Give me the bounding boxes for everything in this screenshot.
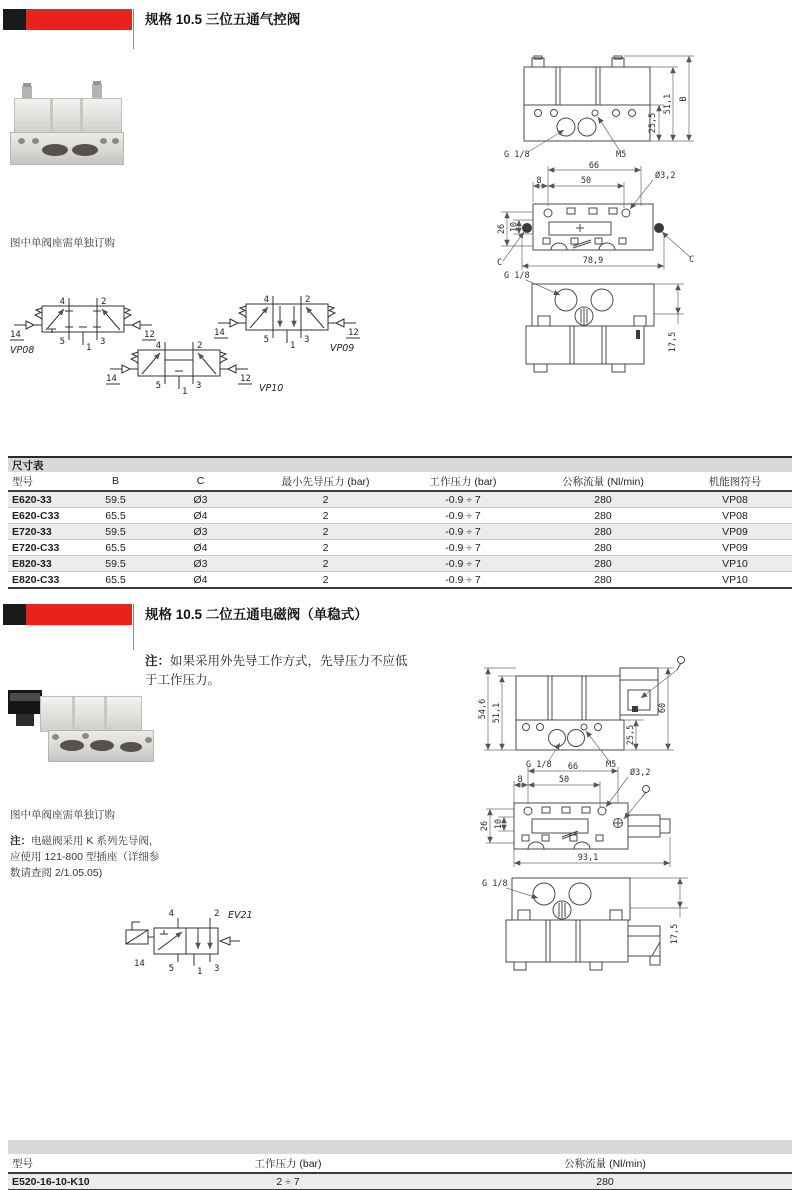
photo-note-2: 图中单阀座需单独订购 (10, 809, 115, 821)
cell: 2 (253, 508, 398, 524)
dimensions-top-s1 (497, 161, 694, 270)
cell: 280 (418, 1173, 792, 1190)
cell: Ø3 (148, 556, 253, 572)
dim-51-1: 51,1 (492, 702, 502, 724)
cell: 65.5 (83, 572, 148, 589)
valve-front-outline (524, 56, 650, 141)
col-header-pressure: 工作压力 (bar) (398, 472, 528, 491)
dim-17-5: 17,5 (668, 331, 678, 353)
table-caption: 尺寸表 (8, 456, 792, 472)
section2-red-banner (3, 604, 132, 625)
header-row (8, 1154, 792, 1173)
banner-red-block (26, 9, 132, 30)
port-5: 5 (59, 337, 65, 347)
note-body: 如果采用外先导工作方式，先导压力不应低于工作压力。 (145, 654, 408, 688)
photo-screw (32, 138, 39, 144)
col-header-flow: 公称流量 (Nl/min) (528, 472, 678, 491)
spec-table-2 (8, 1154, 792, 1190)
port-14: 14 (214, 328, 225, 338)
manual-override-icon (624, 786, 650, 820)
cell-model: E720-C33 (8, 540, 83, 556)
section1-red-banner (3, 9, 132, 30)
drawing-front-view-s2 (478, 650, 708, 772)
cell-model: E620-33 (8, 491, 83, 508)
drawing-top-view-s2 (478, 763, 708, 875)
label-g18: G 1/8 (504, 150, 530, 160)
cell: VP08 (678, 491, 792, 508)
schematic-label-vp09: VP09 (330, 343, 355, 354)
port-4: 4 (168, 909, 174, 919)
photo-fitting-cap (93, 81, 101, 85)
banner-divider-rule (133, 9, 134, 49)
col-header-model: 型号 (8, 1154, 158, 1173)
dimensions-bottom-s1 (504, 271, 684, 352)
dim-93-1: 93,1 (577, 853, 599, 863)
cell: 280 (528, 556, 678, 572)
photo-screw (145, 737, 152, 743)
note-body: 电磁阀采用 K 系列先导阀，应使用 121-800 型插座（详细参数请查阅 2/1.05.05) (10, 835, 160, 879)
spec-table-1 (8, 472, 792, 589)
label-g18: G 1/8 (482, 879, 508, 889)
cell: 280 (528, 508, 678, 524)
photo-seam (104, 697, 107, 729)
cell: 65.5 (83, 540, 148, 556)
port-14: 14 (134, 959, 145, 969)
schematic-ev21 (110, 906, 300, 976)
dim-dia32: Ø3,2 (630, 768, 651, 778)
dim-10: 10 (509, 221, 520, 233)
cell: 65.5 (83, 508, 148, 524)
cell: VP10 (678, 556, 792, 572)
cell: 280 (528, 572, 678, 589)
solenoid-table-block (8, 1140, 792, 1190)
photo-port (60, 740, 84, 751)
header-row (8, 472, 792, 491)
port-5: 5 (168, 964, 174, 974)
dim-17-5: 17,5 (670, 923, 680, 945)
cell: 2 ÷ 7 (158, 1173, 418, 1190)
banner-black-block (3, 604, 26, 625)
port-4: 4 (155, 341, 161, 351)
photo-port (72, 144, 98, 156)
banner-divider-rule (133, 604, 134, 650)
cell-model: E520-16-10-K10 (8, 1173, 158, 1190)
photo-screw (52, 734, 59, 740)
valve-top-outline (522, 204, 664, 250)
cell: 59.5 (83, 524, 148, 540)
table-row (8, 556, 792, 572)
dimensions-front-s1 (504, 56, 694, 160)
port-5: 5 (155, 381, 161, 391)
label-g18: G 1/8 (504, 271, 530, 281)
cell: 2 (253, 491, 398, 508)
product-photo-valve (8, 82, 128, 170)
port-2: 2 (214, 909, 220, 919)
col-header-b: B (83, 472, 148, 491)
cell: Ø4 (148, 540, 253, 556)
table2-header-bar (8, 1140, 792, 1154)
port-14: 14 (106, 374, 117, 384)
dim-51-1: 51,1 (663, 93, 673, 115)
table-row (8, 508, 792, 524)
photo-screw (18, 138, 25, 144)
cell: 59.5 (83, 491, 148, 508)
cell: -0.9 ÷ 7 (398, 491, 528, 508)
valve-front-outline-s2 (516, 668, 658, 750)
schematic-label-vp10: VP10 (259, 383, 284, 394)
drawing-bottom-view-s2 (478, 868, 708, 988)
port-1: 1 (197, 967, 203, 977)
cell: 2 (253, 572, 398, 589)
drawing-front-view-s1 (498, 56, 700, 162)
cell: VP10 (678, 572, 792, 589)
valve-bottom-outline-s2 (506, 878, 660, 970)
cell: VP09 (678, 540, 792, 556)
cell: -0.9 ÷ 7 (398, 540, 528, 556)
cell: 59.5 (83, 556, 148, 572)
label-c-left: C (497, 258, 503, 268)
port-2: 2 (197, 341, 203, 351)
port-3: 3 (196, 381, 202, 391)
manual-override-icon (641, 657, 685, 699)
photo-valve-body (40, 696, 142, 732)
section1-title: 规格 10.5 三位五通气控阀 (145, 12, 301, 27)
banner-red-block (26, 604, 132, 625)
note-prefix: 注： (10, 835, 31, 847)
photo-note-1: 图中单阀座需单独订购 (10, 237, 115, 249)
photo-fitting-cap (23, 83, 31, 87)
photo-seam (50, 99, 53, 131)
photo-screw (112, 138, 119, 144)
dim-54-6: 54,6 (478, 698, 488, 720)
photo-valve-body (14, 98, 122, 134)
port-3: 3 (100, 337, 106, 347)
cell: 280 (528, 540, 678, 556)
dim-66: 66 (567, 762, 579, 772)
dim-50: 50 (580, 176, 592, 186)
cell-model: E820-33 (8, 556, 83, 572)
dim-26: 26 (497, 223, 507, 235)
dim-dia32: Ø3,2 (655, 171, 676, 181)
port-12: 12 (348, 328, 359, 338)
label-m5: M5 (616, 150, 627, 160)
photo-seam (72, 697, 75, 729)
photo-coil-base (16, 714, 34, 726)
cell: Ø4 (148, 508, 253, 524)
dim-60: 60 (658, 702, 668, 714)
port-1: 1 (290, 341, 296, 351)
banner-black-block (3, 9, 26, 30)
col-header-min-pilot: 最小先导压力 (bar) (253, 472, 398, 491)
dim-10: 10 (494, 818, 504, 830)
cell-model: E720-33 (8, 524, 83, 540)
valve-bottom-outline (526, 284, 654, 372)
note-prefix: 注： (145, 654, 171, 668)
vp10-body (106, 342, 252, 389)
cell: 2 (253, 540, 398, 556)
dim-78-9: 78,9 (582, 256, 604, 266)
dimensions-front-s2 (478, 668, 674, 770)
solenoid-socket-note (10, 834, 162, 881)
photo-port (42, 144, 68, 156)
dim-B: B (679, 96, 689, 102)
photo-coil-label (10, 693, 40, 701)
schematic-label-vp08: VP08 (10, 345, 35, 356)
col-header-c: C (148, 472, 253, 491)
dim-66: 66 (588, 161, 600, 171)
cell: 2 (253, 556, 398, 572)
cell: Ø3 (148, 524, 253, 540)
label-m5: M5 (606, 760, 617, 770)
cell: -0.9 ÷ 7 (398, 572, 528, 589)
cell: 280 (528, 491, 678, 508)
dim-26: 26 (480, 820, 490, 832)
cell: Ø4 (148, 572, 253, 589)
cell-model: E820-C33 (8, 572, 83, 589)
dim-25-5: 25,5 (648, 112, 658, 134)
col-header-pressure: 工作压力 (bar) (158, 1154, 418, 1173)
section2-title: 规格 10.5 二位五通电磁阀（单稳式） (145, 607, 368, 622)
table-row (8, 491, 792, 508)
schematic-label-ev21: EV21 (228, 910, 253, 921)
cell: Ø3 (148, 491, 253, 508)
port-12: 12 (144, 330, 155, 340)
cell: -0.9 ÷ 7 (398, 524, 528, 540)
cell: -0.9 ÷ 7 (398, 508, 528, 524)
dim-25-5: 25,5 (626, 724, 636, 746)
port-5: 5 (263, 335, 269, 345)
port-4: 4 (59, 297, 65, 307)
table-row (8, 1173, 792, 1190)
photo-seam (80, 99, 83, 131)
col-header-flow: 公称流量 (Nl/min) (418, 1154, 792, 1173)
cell: 2 (253, 524, 398, 540)
photo-port (120, 742, 142, 752)
valve-top-outline-s2 (514, 803, 670, 849)
cell: VP09 (678, 524, 792, 540)
table-row (8, 524, 792, 540)
col-header-symbol: 机能图符号 (678, 472, 792, 491)
port-1: 1 (86, 343, 92, 353)
photo-screw (100, 138, 107, 144)
port-2: 2 (305, 295, 311, 305)
dim-50: 50 (558, 775, 570, 785)
cell: 280 (528, 524, 678, 540)
product-photo-solenoid-valve (8, 680, 158, 765)
drawing-top-view-s1 (493, 162, 705, 272)
label-g18: G 1/8 (526, 760, 552, 770)
photo-port (90, 740, 114, 751)
dim-8: 8 (517, 775, 523, 785)
cell: -0.9 ÷ 7 (398, 556, 528, 572)
photo-screw (82, 733, 89, 739)
pilot-pressure-note (145, 652, 413, 691)
port-3: 3 (214, 964, 220, 974)
dim-8: 8 (536, 176, 542, 186)
port-2: 2 (101, 297, 107, 307)
drawing-bottom-view-s1 (498, 268, 700, 378)
table-row (8, 572, 792, 589)
dimensions-bottom-s2 (482, 878, 688, 944)
port-1: 1 (182, 387, 188, 397)
photo-fitting (92, 84, 102, 99)
port-14: 14 (10, 330, 21, 340)
port-4: 4 (263, 295, 269, 305)
col-header-model: 型号 (8, 472, 83, 491)
dimension-table-block (8, 456, 792, 589)
port-12: 12 (240, 374, 251, 384)
table-row (8, 540, 792, 556)
cell: VP08 (678, 508, 792, 524)
cell-model: E620-C33 (8, 508, 83, 524)
schematic-vp10 (104, 336, 294, 400)
port-3: 3 (304, 335, 310, 345)
label-c-right: C (689, 255, 695, 265)
